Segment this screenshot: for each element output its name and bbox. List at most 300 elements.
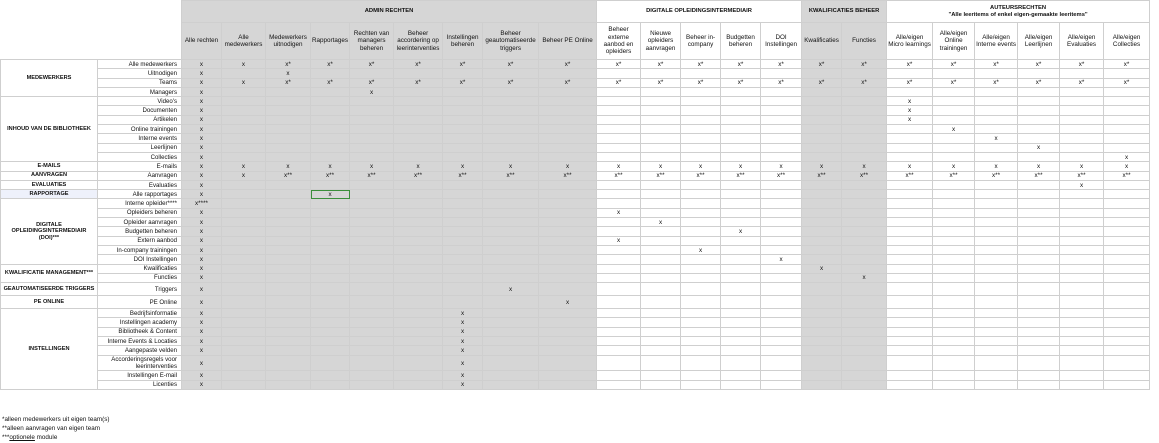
permission-cell[interactable] — [1060, 283, 1104, 296]
permission-cell[interactable] — [394, 125, 443, 134]
permission-cell[interactable] — [761, 273, 802, 282]
permission-cell[interactable] — [975, 273, 1018, 282]
permission-cell[interactable] — [641, 208, 681, 217]
permission-cell[interactable] — [681, 309, 721, 318]
permission-cell[interactable] — [539, 125, 597, 134]
permission-cell[interactable]: x** — [681, 171, 721, 180]
permission-cell[interactable] — [597, 190, 641, 199]
permission-cell[interactable] — [842, 152, 887, 161]
permission-cell[interactable] — [483, 236, 539, 245]
permission-cell[interactable]: x* — [887, 78, 933, 87]
permission-cell[interactable] — [1104, 273, 1150, 282]
permission-cell[interactable] — [266, 134, 311, 143]
permission-cell[interactable] — [1060, 227, 1104, 236]
permission-cell[interactable] — [721, 199, 761, 208]
permission-cell[interactable] — [975, 152, 1018, 161]
permission-cell[interactable] — [350, 318, 394, 327]
permission-cell[interactable] — [222, 106, 266, 115]
permission-cell[interactable] — [887, 236, 933, 245]
permission-cell[interactable] — [483, 245, 539, 254]
permission-cell[interactable]: x — [182, 125, 222, 134]
permission-cell[interactable] — [311, 309, 350, 318]
permission-cell[interactable] — [443, 227, 483, 236]
permission-cell[interactable] — [761, 264, 802, 273]
permission-cell[interactable]: x** — [1018, 171, 1060, 180]
permission-cell[interactable] — [721, 208, 761, 217]
permission-cell[interactable] — [394, 327, 443, 336]
permission-cell[interactable] — [443, 143, 483, 152]
permission-cell[interactable] — [641, 87, 681, 96]
permission-cell[interactable]: x — [182, 371, 222, 380]
permission-cell[interactable] — [222, 236, 266, 245]
permission-cell[interactable] — [266, 355, 311, 371]
permission-cell[interactable] — [1060, 296, 1104, 309]
permission-cell[interactable] — [1060, 380, 1104, 389]
permission-cell[interactable] — [266, 346, 311, 355]
permission-cell[interactable] — [597, 273, 641, 282]
permission-cell[interactable] — [761, 69, 802, 78]
permission-cell[interactable] — [311, 125, 350, 134]
permission-cell[interactable] — [350, 264, 394, 273]
permission-cell[interactable] — [222, 143, 266, 152]
permission-cell[interactable] — [1060, 208, 1104, 217]
permission-cell[interactable] — [933, 346, 975, 355]
permission-cell[interactable] — [597, 355, 641, 371]
permission-cell[interactable]: x — [802, 162, 842, 171]
permission-cell[interactable] — [975, 380, 1018, 389]
permission-cell[interactable] — [842, 125, 887, 134]
permission-cell[interactable] — [539, 318, 597, 327]
permission-cell[interactable] — [975, 245, 1018, 254]
permission-cell[interactable] — [539, 143, 597, 152]
permission-cell[interactable]: x — [266, 69, 311, 78]
permission-cell[interactable] — [681, 371, 721, 380]
permission-cell[interactable]: x* — [443, 60, 483, 69]
permission-cell[interactable] — [887, 309, 933, 318]
permission-cell[interactable] — [641, 152, 681, 161]
permission-cell[interactable] — [802, 97, 842, 106]
permission-cell[interactable]: x* — [483, 78, 539, 87]
permission-cell[interactable] — [597, 318, 641, 327]
permission-cell[interactable] — [641, 190, 681, 199]
permission-cell[interactable] — [842, 180, 887, 189]
permission-cell[interactable] — [311, 337, 350, 346]
permission-cell[interactable] — [681, 199, 721, 208]
permission-cell[interactable]: x — [1018, 143, 1060, 152]
permission-cell[interactable] — [1018, 208, 1060, 217]
permission-cell[interactable] — [721, 264, 761, 273]
permission-cell[interactable] — [1018, 218, 1060, 227]
permission-cell[interactable] — [483, 337, 539, 346]
permission-cell[interactable] — [222, 87, 266, 96]
permission-cell[interactable] — [802, 371, 842, 380]
permission-cell[interactable] — [802, 318, 842, 327]
permission-cell[interactable] — [350, 190, 394, 199]
permission-cell[interactable]: x** — [311, 171, 350, 180]
permission-cell[interactable]: x — [266, 162, 311, 171]
permission-cell[interactable] — [539, 337, 597, 346]
permission-cell[interactable] — [933, 115, 975, 124]
permission-cell[interactable] — [311, 97, 350, 106]
permission-cell[interactable] — [443, 283, 483, 296]
permission-cell[interactable] — [887, 87, 933, 96]
permission-cell[interactable] — [933, 199, 975, 208]
permission-cell[interactable] — [222, 180, 266, 189]
permission-cell[interactable]: x** — [641, 171, 681, 180]
permission-cell[interactable]: x* — [1104, 78, 1150, 87]
permission-cell[interactable] — [887, 355, 933, 371]
permission-cell[interactable] — [539, 190, 597, 199]
permission-cell[interactable] — [443, 264, 483, 273]
permission-cell[interactable] — [350, 283, 394, 296]
permission-cell[interactable] — [311, 227, 350, 236]
permission-cell[interactable] — [350, 245, 394, 254]
permission-cell[interactable] — [311, 152, 350, 161]
permission-cell[interactable] — [933, 327, 975, 336]
permission-cell[interactable]: x* — [311, 60, 350, 69]
permission-cell[interactable] — [1104, 346, 1150, 355]
permission-cell[interactable] — [1018, 190, 1060, 199]
permission-cell[interactable] — [443, 134, 483, 143]
permission-cell[interactable] — [802, 115, 842, 124]
permission-cell[interactable] — [933, 69, 975, 78]
permission-cell[interactable] — [641, 283, 681, 296]
permission-cell[interactable] — [842, 346, 887, 355]
permission-cell[interactable] — [539, 152, 597, 161]
permission-cell[interactable] — [1018, 125, 1060, 134]
permission-cell[interactable] — [975, 337, 1018, 346]
permission-cell[interactable] — [641, 106, 681, 115]
permission-cell[interactable] — [975, 115, 1018, 124]
permission-cell[interactable] — [443, 190, 483, 199]
permission-cell[interactable] — [761, 327, 802, 336]
permission-cell[interactable] — [443, 236, 483, 245]
permission-cell[interactable] — [597, 255, 641, 264]
permission-cell[interactable] — [641, 69, 681, 78]
permission-cell[interactable] — [933, 236, 975, 245]
permission-cell[interactable] — [443, 273, 483, 282]
permission-cell[interactable] — [266, 115, 311, 124]
permission-cell[interactable]: x* — [311, 78, 350, 87]
permission-cell[interactable] — [394, 227, 443, 236]
permission-cell[interactable] — [641, 309, 681, 318]
permission-cell[interactable] — [394, 106, 443, 115]
permission-cell[interactable] — [641, 355, 681, 371]
permission-cell[interactable] — [842, 97, 887, 106]
permission-cell[interactable] — [887, 337, 933, 346]
permission-cell[interactable]: x — [182, 143, 222, 152]
permission-cell[interactable] — [1060, 106, 1104, 115]
permission-cell[interactable] — [887, 318, 933, 327]
permission-cell[interactable] — [933, 273, 975, 282]
permission-cell[interactable] — [975, 199, 1018, 208]
permission-cell[interactable]: x — [350, 162, 394, 171]
permission-cell[interactable] — [443, 208, 483, 217]
permission-cell[interactable] — [350, 371, 394, 380]
permission-cell[interactable] — [597, 106, 641, 115]
permission-cell[interactable] — [483, 143, 539, 152]
permission-cell[interactable] — [311, 380, 350, 389]
permission-cell[interactable] — [394, 283, 443, 296]
permission-cell[interactable] — [641, 143, 681, 152]
permission-cell[interactable] — [721, 318, 761, 327]
permission-cell[interactable] — [1060, 273, 1104, 282]
permission-cell[interactable] — [1060, 152, 1104, 161]
permission-cell[interactable] — [887, 255, 933, 264]
permission-cell[interactable] — [842, 143, 887, 152]
permission-cell[interactable] — [394, 273, 443, 282]
permission-cell[interactable] — [842, 327, 887, 336]
permission-cell[interactable] — [394, 337, 443, 346]
permission-cell[interactable] — [597, 69, 641, 78]
permission-cell[interactable] — [1104, 87, 1150, 96]
permission-cell[interactable] — [802, 180, 842, 189]
permission-cell[interactable] — [443, 218, 483, 227]
permission-cell[interactable] — [721, 134, 761, 143]
permission-cell[interactable] — [394, 180, 443, 189]
permission-cell[interactable] — [641, 346, 681, 355]
permission-cell[interactable]: x — [182, 236, 222, 245]
permission-cell[interactable] — [597, 380, 641, 389]
permission-cell[interactable] — [721, 125, 761, 134]
permission-cell[interactable] — [842, 227, 887, 236]
permission-cell[interactable] — [350, 355, 394, 371]
permission-cell[interactable] — [802, 69, 842, 78]
permission-cell[interactable] — [597, 371, 641, 380]
permission-cell[interactable] — [483, 264, 539, 273]
permission-cell[interactable]: x — [182, 296, 222, 309]
permission-cell[interactable] — [1018, 371, 1060, 380]
permission-cell[interactable] — [597, 180, 641, 189]
permission-cell[interactable] — [1104, 199, 1150, 208]
permission-cell[interactable] — [1060, 199, 1104, 208]
permission-cell[interactable] — [887, 199, 933, 208]
permission-cell[interactable] — [1018, 152, 1060, 161]
permission-cell[interactable] — [887, 273, 933, 282]
permission-cell[interactable] — [761, 337, 802, 346]
permission-cell[interactable]: x — [443, 380, 483, 389]
permission-cell[interactable] — [721, 371, 761, 380]
permission-cell[interactable] — [311, 236, 350, 245]
permission-cell[interactable] — [975, 355, 1018, 371]
permission-cell[interactable] — [483, 208, 539, 217]
permission-cell[interactable] — [975, 143, 1018, 152]
permission-cell[interactable] — [761, 318, 802, 327]
permission-cell[interactable] — [887, 227, 933, 236]
permission-cell[interactable] — [1018, 134, 1060, 143]
permission-cell[interactable] — [842, 264, 887, 273]
permission-cell[interactable] — [975, 236, 1018, 245]
permission-cell[interactable] — [443, 296, 483, 309]
permission-cell[interactable] — [1018, 264, 1060, 273]
permission-cell[interactable] — [681, 180, 721, 189]
permission-cell[interactable] — [802, 273, 842, 282]
permission-cell[interactable] — [222, 327, 266, 336]
permission-cell[interactable] — [761, 199, 802, 208]
permission-cell[interactable]: x — [182, 245, 222, 254]
permission-cell[interactable] — [721, 106, 761, 115]
permission-cell[interactable] — [1060, 245, 1104, 254]
permission-cell[interactable] — [1104, 97, 1150, 106]
permission-cell[interactable] — [311, 69, 350, 78]
permission-cell[interactable] — [394, 208, 443, 217]
permission-cell[interactable] — [681, 208, 721, 217]
permission-cell[interactable] — [641, 245, 681, 254]
permission-cell[interactable] — [443, 87, 483, 96]
permission-cell[interactable] — [761, 296, 802, 309]
permission-cell[interactable] — [483, 87, 539, 96]
permission-cell[interactable] — [311, 143, 350, 152]
permission-cell[interactable] — [975, 208, 1018, 217]
permission-cell[interactable]: x — [681, 162, 721, 171]
permission-cell[interactable] — [681, 273, 721, 282]
permission-cell[interactable]: x* — [394, 78, 443, 87]
permission-cell[interactable] — [1104, 115, 1150, 124]
permission-cell[interactable] — [802, 218, 842, 227]
permission-cell[interactable] — [842, 309, 887, 318]
permission-cell[interactable] — [222, 134, 266, 143]
permission-cell[interactable]: x — [182, 87, 222, 96]
permission-cell[interactable] — [761, 125, 802, 134]
permission-cell[interactable]: x* — [802, 78, 842, 87]
permission-cell[interactable] — [350, 152, 394, 161]
permission-cell[interactable] — [597, 115, 641, 124]
permission-cell[interactable] — [350, 208, 394, 217]
permission-cell[interactable] — [597, 337, 641, 346]
permission-cell[interactable]: x — [721, 162, 761, 171]
permission-cell[interactable] — [842, 380, 887, 389]
permission-cell[interactable]: x — [483, 283, 539, 296]
permission-cell[interactable] — [761, 355, 802, 371]
permission-cell[interactable] — [539, 180, 597, 189]
permission-cell[interactable] — [842, 208, 887, 217]
permission-cell[interactable] — [1018, 346, 1060, 355]
permission-cell[interactable]: x* — [1104, 60, 1150, 69]
permission-cell[interactable] — [597, 327, 641, 336]
permission-cell[interactable] — [761, 380, 802, 389]
permission-cell[interactable] — [933, 380, 975, 389]
permission-cell[interactable] — [483, 327, 539, 336]
permission-cell[interactable] — [539, 236, 597, 245]
permission-cell[interactable] — [975, 227, 1018, 236]
permission-cell[interactable] — [1060, 337, 1104, 346]
permission-cell[interactable] — [266, 296, 311, 309]
permission-cell[interactable] — [539, 199, 597, 208]
permission-cell[interactable]: x* — [483, 60, 539, 69]
permission-cell[interactable]: x** — [597, 171, 641, 180]
permission-cell[interactable] — [266, 125, 311, 134]
permission-cell[interactable]: x — [182, 115, 222, 124]
permission-cell[interactable] — [539, 309, 597, 318]
permission-cell[interactable]: x — [182, 97, 222, 106]
permission-cell[interactable] — [394, 318, 443, 327]
permission-cell[interactable] — [721, 236, 761, 245]
permission-cell[interactable] — [311, 106, 350, 115]
permission-cell[interactable] — [394, 236, 443, 245]
permission-cell[interactable]: x — [443, 327, 483, 336]
permission-cell[interactable] — [975, 87, 1018, 96]
permission-cell[interactable] — [975, 180, 1018, 189]
permission-cell[interactable] — [483, 273, 539, 282]
permission-cell[interactable]: x** — [721, 171, 761, 180]
permission-cell[interactable] — [483, 97, 539, 106]
permission-cell[interactable]: x* — [761, 78, 802, 87]
permission-cell[interactable] — [641, 227, 681, 236]
permission-cell[interactable] — [1018, 318, 1060, 327]
permission-cell[interactable]: x* — [1018, 78, 1060, 87]
permission-cell[interactable] — [597, 134, 641, 143]
permission-cell[interactable]: x — [975, 134, 1018, 143]
permission-cell[interactable] — [1104, 106, 1150, 115]
permission-cell[interactable] — [1104, 283, 1150, 296]
permission-cell[interactable]: x — [182, 227, 222, 236]
permission-cell[interactable] — [1060, 236, 1104, 245]
permission-cell[interactable] — [1018, 87, 1060, 96]
permission-cell[interactable] — [394, 309, 443, 318]
permission-cell[interactable] — [802, 309, 842, 318]
permission-cell[interactable] — [887, 208, 933, 217]
permission-cell[interactable] — [266, 218, 311, 227]
permission-cell[interactable] — [350, 218, 394, 227]
permission-cell[interactable] — [443, 180, 483, 189]
permission-cell[interactable]: x — [182, 309, 222, 318]
permission-cell[interactable]: x* — [539, 60, 597, 69]
permission-cell[interactable] — [721, 115, 761, 124]
permission-cell[interactable] — [933, 318, 975, 327]
permission-cell[interactable] — [1018, 106, 1060, 115]
permission-cell[interactable] — [681, 69, 721, 78]
permission-cell[interactable] — [887, 134, 933, 143]
permission-cell[interactable] — [222, 380, 266, 389]
permission-cell[interactable] — [802, 296, 842, 309]
permission-cell[interactable]: x** — [483, 171, 539, 180]
permission-cell[interactable]: x* — [394, 60, 443, 69]
permission-cell[interactable] — [539, 134, 597, 143]
permission-cell[interactable] — [222, 69, 266, 78]
permission-cell[interactable] — [311, 218, 350, 227]
permission-cell[interactable] — [539, 283, 597, 296]
permission-cell[interactable] — [933, 264, 975, 273]
permission-cell[interactable]: x** — [394, 171, 443, 180]
permission-cell[interactable] — [483, 115, 539, 124]
permission-cell[interactable]: x* — [975, 78, 1018, 87]
permission-cell[interactable] — [311, 134, 350, 143]
permission-cell[interactable] — [266, 152, 311, 161]
permission-cell[interactable] — [887, 327, 933, 336]
permission-cell[interactable]: x — [641, 218, 681, 227]
permission-cell[interactable] — [443, 245, 483, 254]
permission-cell[interactable] — [681, 327, 721, 336]
permission-cell[interactable] — [1104, 227, 1150, 236]
permission-cell[interactable]: x — [182, 106, 222, 115]
permission-cell[interactable] — [641, 125, 681, 134]
permission-cell[interactable]: x — [1060, 162, 1104, 171]
permission-cell[interactable] — [933, 87, 975, 96]
permission-cell[interactable]: x — [721, 227, 761, 236]
permission-cell[interactable] — [394, 264, 443, 273]
permission-cell[interactable]: x* — [597, 60, 641, 69]
permission-cell[interactable]: x* — [761, 60, 802, 69]
permission-cell[interactable]: x — [182, 283, 222, 296]
permission-cell[interactable] — [842, 296, 887, 309]
permission-cell[interactable] — [641, 337, 681, 346]
permission-cell[interactable] — [597, 346, 641, 355]
permission-cell[interactable] — [721, 255, 761, 264]
permission-cell[interactable]: x — [222, 162, 266, 171]
permission-cell[interactable] — [761, 227, 802, 236]
permission-cell[interactable] — [1104, 309, 1150, 318]
permission-cell[interactable]: x** — [761, 171, 802, 180]
